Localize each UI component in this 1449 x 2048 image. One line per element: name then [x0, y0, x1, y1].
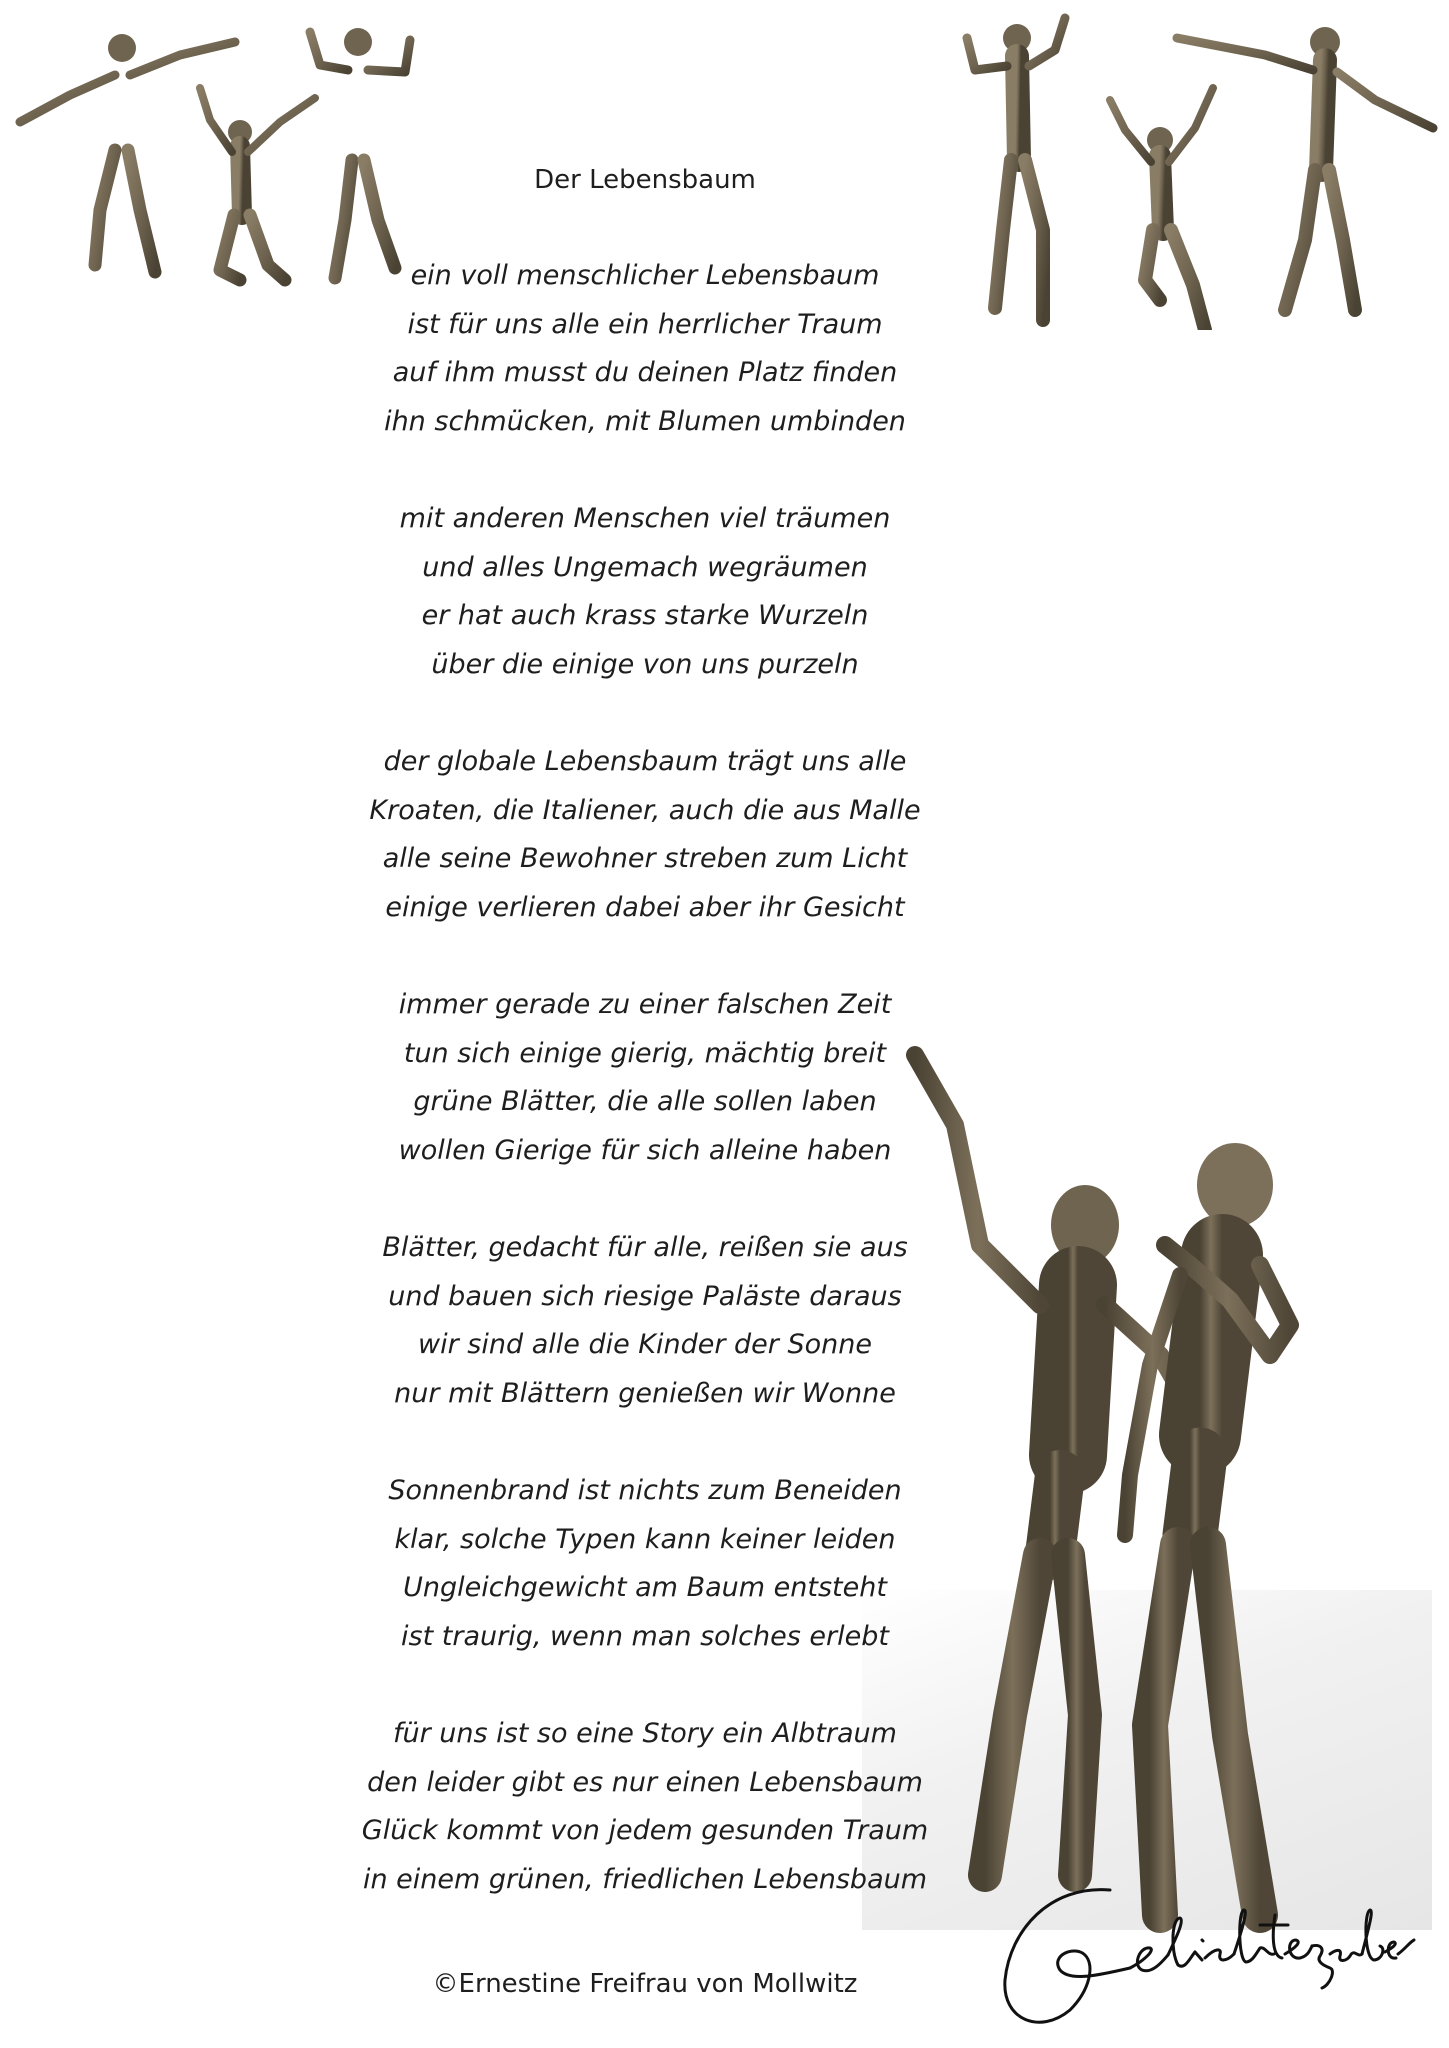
poem-title: Der Lebensbaum [534, 165, 756, 195]
poem-line: den leider gibt es nur einen Lebensbaum [367, 1766, 923, 1798]
poem-line: er hat auch krass starke Wurzeln [421, 600, 869, 631]
poem-line: Glück kommt von jedem gesunden Traum [361, 1815, 929, 1846]
wooden-figure-arms-wide [20, 34, 235, 272]
poem-stanza [290, 1467, 1000, 1661]
poem-line: ihn schmücken, mit Blumen umbinden [384, 405, 906, 437]
wooden-figure-pointing-right [1125, 1143, 1290, 1915]
poem-stanza [290, 981, 1000, 1175]
author-credit: ©Ernestine Freifrau von Mollwitz [432, 1969, 858, 1999]
poem-line: Ungleichgewicht am Baum entsteht [403, 1572, 887, 1603]
poem-stanza [290, 1224, 1000, 1418]
poem-line: in einem grünen, friedlichen Lebensbaum [362, 1863, 928, 1895]
poem-line: immer gerade zu einer falschen Zeit [398, 989, 892, 1020]
poem-line: Sonnenbrand ist nichts zum Beneiden [388, 1475, 902, 1506]
poem-line: ist traurig, wenn man solches erlebt [401, 1620, 889, 1652]
poem-line: ist für uns alle ein herrlicher Traum [407, 308, 883, 340]
poem-stanza [290, 738, 1000, 932]
poem-line: wir sind alle die Kinder der Sonne [418, 1329, 872, 1360]
poem-line: mit anderen Menschen viel träumen [399, 503, 891, 534]
poem-line: ein voll menschlicher Lebensbaum [410, 260, 880, 291]
poem-line: auf ihm musst du deinen Platz finden [392, 357, 898, 388]
wooden-figure-arms-wide [1177, 27, 1433, 310]
poem [290, 160, 1000, 2004]
poem-line: klar, solche Typen kann keiner leiden [394, 1523, 896, 1555]
poem-line: und alles Ungemach wegräumen [422, 551, 868, 583]
gedichtezauber-signature-logo [990, 1870, 1420, 2040]
poem-line: tun sich einige gierig, mächtig breit [403, 1037, 887, 1069]
poem-line: für uns ist so eine Story ein Albtraum [393, 1718, 897, 1749]
poem-line: wollen Gierige für sich alleine haben [398, 1134, 892, 1166]
poem-line: nur mit Blättern genießen wir Wonne [394, 1377, 896, 1409]
poem-line: und bauen sich riesige Paläste daraus [388, 1280, 902, 1312]
poem-line: einige verlieren dabei aber ihr Gesicht [385, 891, 905, 923]
poem-stanza [290, 252, 1000, 446]
poem-line: alle seine Bewohner streben zum Licht [382, 843, 908, 874]
wooden-figures-top-right [955, 10, 1445, 330]
poem-line: grüne Blätter, die alle sollen laben [413, 1086, 877, 1117]
poem-stanza [290, 495, 1000, 689]
poem-line: über die einige von uns purzeln [431, 648, 859, 680]
poem-line: der globale Lebensbaum trägt uns alle [383, 746, 907, 777]
poem-stanza [290, 1710, 1000, 1904]
wooden-figure-kneeling [1110, 88, 1213, 330]
poem-line: Kroaten, die Italiener, auch die aus Malle [369, 794, 921, 826]
poem-line: Blätter, gedacht für alle, reißen sie aus [382, 1232, 908, 1263]
